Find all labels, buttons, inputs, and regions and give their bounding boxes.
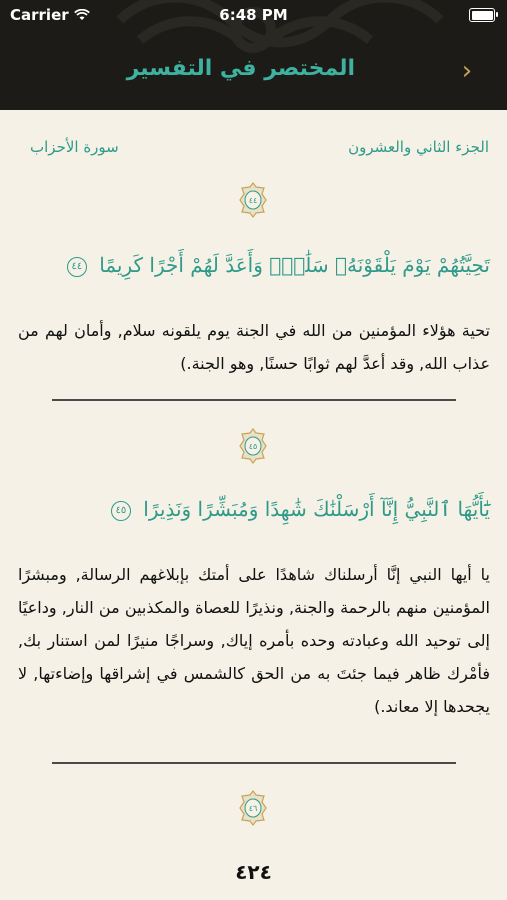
verse-marker-number: ٤٤: [248, 196, 258, 205]
verse-marker-number: ٤٦: [248, 804, 258, 813]
chevron-right-icon[interactable]: ›: [461, 56, 473, 86]
verse-marker-number: ٤٥: [248, 442, 258, 451]
verse-text-content: تَحِيَّتُهُمْ يَوْمَ يَلْقَوْنَهُۥ سَلَٰمٌۚ وَأَعَدَّ لَهُمْ أَجْرًا كَرِيمًا: [99, 253, 490, 277]
verse-ornament-icon: [238, 790, 268, 826]
status-time: 6:48 PM: [219, 6, 288, 24]
juz-label: الجزء الثاني والعشرون: [348, 138, 489, 156]
tafsir-paragraph: تحية هؤلاء المؤمنين من الله في الجنة يوم يلقونه سلام, وأمان لهم من عذاب الله, وقد أعدَّ لهم ثوابًا حسنًا, وهو الجنة.): [18, 321, 490, 373]
verse-number: ٤٤: [67, 257, 87, 277]
verse-ornament-icon: [238, 428, 268, 464]
surah-label: سورة الأحزاب: [30, 138, 119, 156]
status-bar: [0, 0, 507, 30]
carrier: Carrier: [10, 6, 90, 24]
page-title: المختصر في التفسير: [126, 56, 355, 81]
verse-number: ٤٥: [111, 501, 131, 521]
verse-text-content: يَٰٓأَيُّهَا ٱلنَّبِيُّ إِنَّآ أَرْسَلْنَٰكَ شَٰهِدًا وَمُبَشِّرًا وَنَذِيرًا: [143, 497, 490, 521]
divider: [52, 762, 456, 764]
verse-ornament-icon: [238, 182, 268, 218]
verse-marker-44: [238, 182, 268, 218]
divider: [52, 399, 456, 401]
nav-header: [0, 0, 507, 110]
verse-marker-45: [238, 428, 268, 464]
verse-marker-46: [238, 790, 268, 826]
verse-text: [20, 494, 490, 524]
page-number: ٤٢٤: [235, 860, 272, 884]
battery-icon: [469, 8, 495, 22]
verse-text: [20, 250, 490, 280]
tafsir-paragraph: يا أيها النبي إنَّا أرسلناك شاهدًا على أمتك بإبلاغهم الرسالة, ومبشرًا المؤمنين منهم بالرحمة والجنة, ونذيرًا للعصاة والمكذبين من النار, وداعيًا إلى توحيد الله وعبادته وحده بأمره إياك, وسراجًا منيرًا لمن استنار بك, فأمْرك ظاهر فيما جئتَ به من الحق كالشمس في إشراقها وإضاءتها, لا يجحدها إلا معاند.): [18, 565, 490, 716]
